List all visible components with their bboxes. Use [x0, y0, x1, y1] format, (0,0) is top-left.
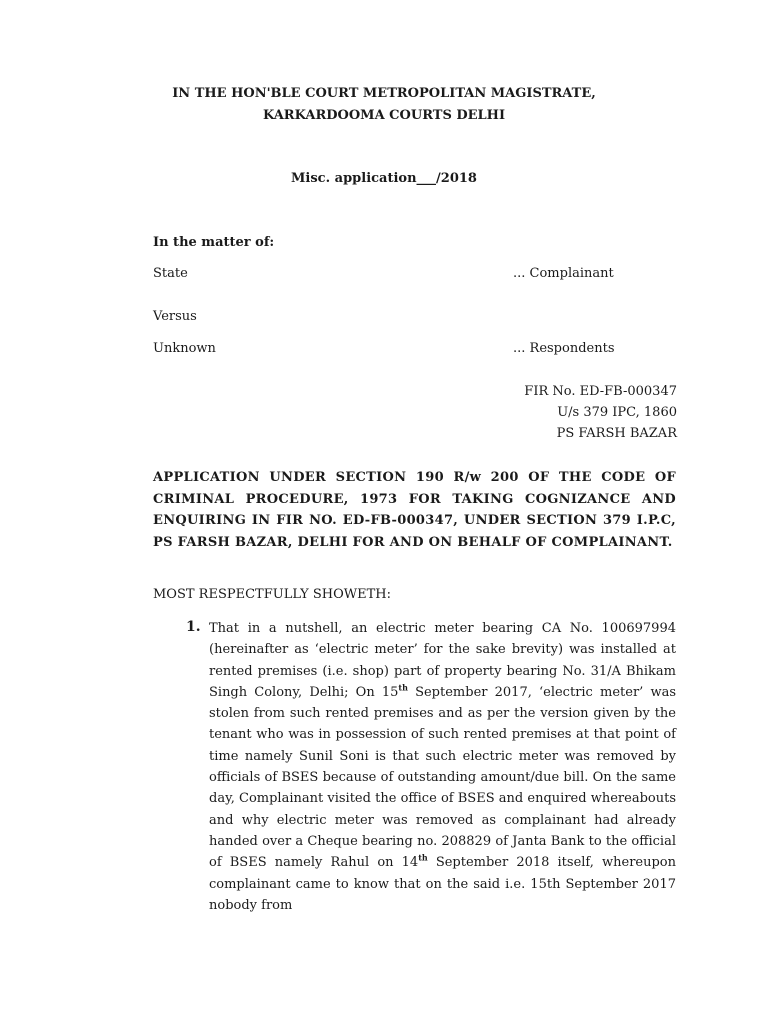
- matter-heading: In the matter of:: [153, 235, 275, 250]
- paragraph-1-text-a: That in a nutshell, an electric meter bearing CA No. 100697994 (hereinafter as ‘electric meter’ for the sake brevity) was installed at rented premises (i.e. shop) part of property bearing No. 31/A Bhikam Singh Colony, Delhi; On 15: [209, 621, 676, 700]
- party1-name: State: [153, 266, 188, 281]
- misc-application-number: Misc. application___/2018: [291, 171, 477, 186]
- showeth-heading: MOST RESPECTFULLY SHOWETH:: [153, 587, 391, 602]
- party2-role: ... Respondents: [513, 341, 615, 356]
- paragraph-1-text-c: September 2018 itself, whereupon complainant came to know that on the said i.e. 15th September 2017 nobody from: [209, 855, 677, 913]
- court-heading-line1: IN THE HON'BLE COURT METROPOLITAN MAGISTRATE,: [172, 86, 596, 101]
- paragraph-1-sup-a: th: [398, 682, 408, 693]
- fir-police-station: PS FARSH BAZAR: [556, 426, 677, 441]
- fir-number: FIR No. ED-FB-000347: [524, 384, 677, 399]
- party1-role: ... Complainant: [513, 266, 614, 281]
- fir-section: U/s 379 IPC, 1860: [557, 405, 677, 420]
- paragraph-number: 1.: [186, 619, 201, 635]
- application-title: APPLICATION UNDER SECTION 190 R/w 200 OF THE CODE OF CRIMINAL PROCEDURE, 1973 FOR TAKING COGNIZANCE AND ENQUIRING IN FIR NO. ED-FB-000347, UNDER SECTION 379 I.P.C, PS FARSH BAZAR, DELHI FOR AND ON BEHALF OF COMPLAINANT.: [153, 470, 676, 550]
- paragraph-1-sup-b: th: [418, 852, 428, 863]
- paragraph-1-text-b: September 2017, ‘electric meter’ was stolen from such rented premises and as per the version given by the tenant who was in possession of such rented premises at that point of time namely Sunil Soni is that such electric meter was removed by officials of BSES because of outstanding amount/due bill. On the same day, Complainant visited the office of BSES and enquired whereabouts and why electric meter was removed as complainant had already handed over a Cheque bearing no. 208829 of Janta Bank to the official of BSES namely Rahul on 14: [209, 684, 676, 871]
- party2-name: Unknown: [153, 341, 216, 356]
- versus-label: Versus: [153, 309, 197, 324]
- court-heading-line2: KARKARDOOMA COURTS DELHI: [262, 108, 506, 123]
- paragraph-1: [209, 618, 676, 916]
